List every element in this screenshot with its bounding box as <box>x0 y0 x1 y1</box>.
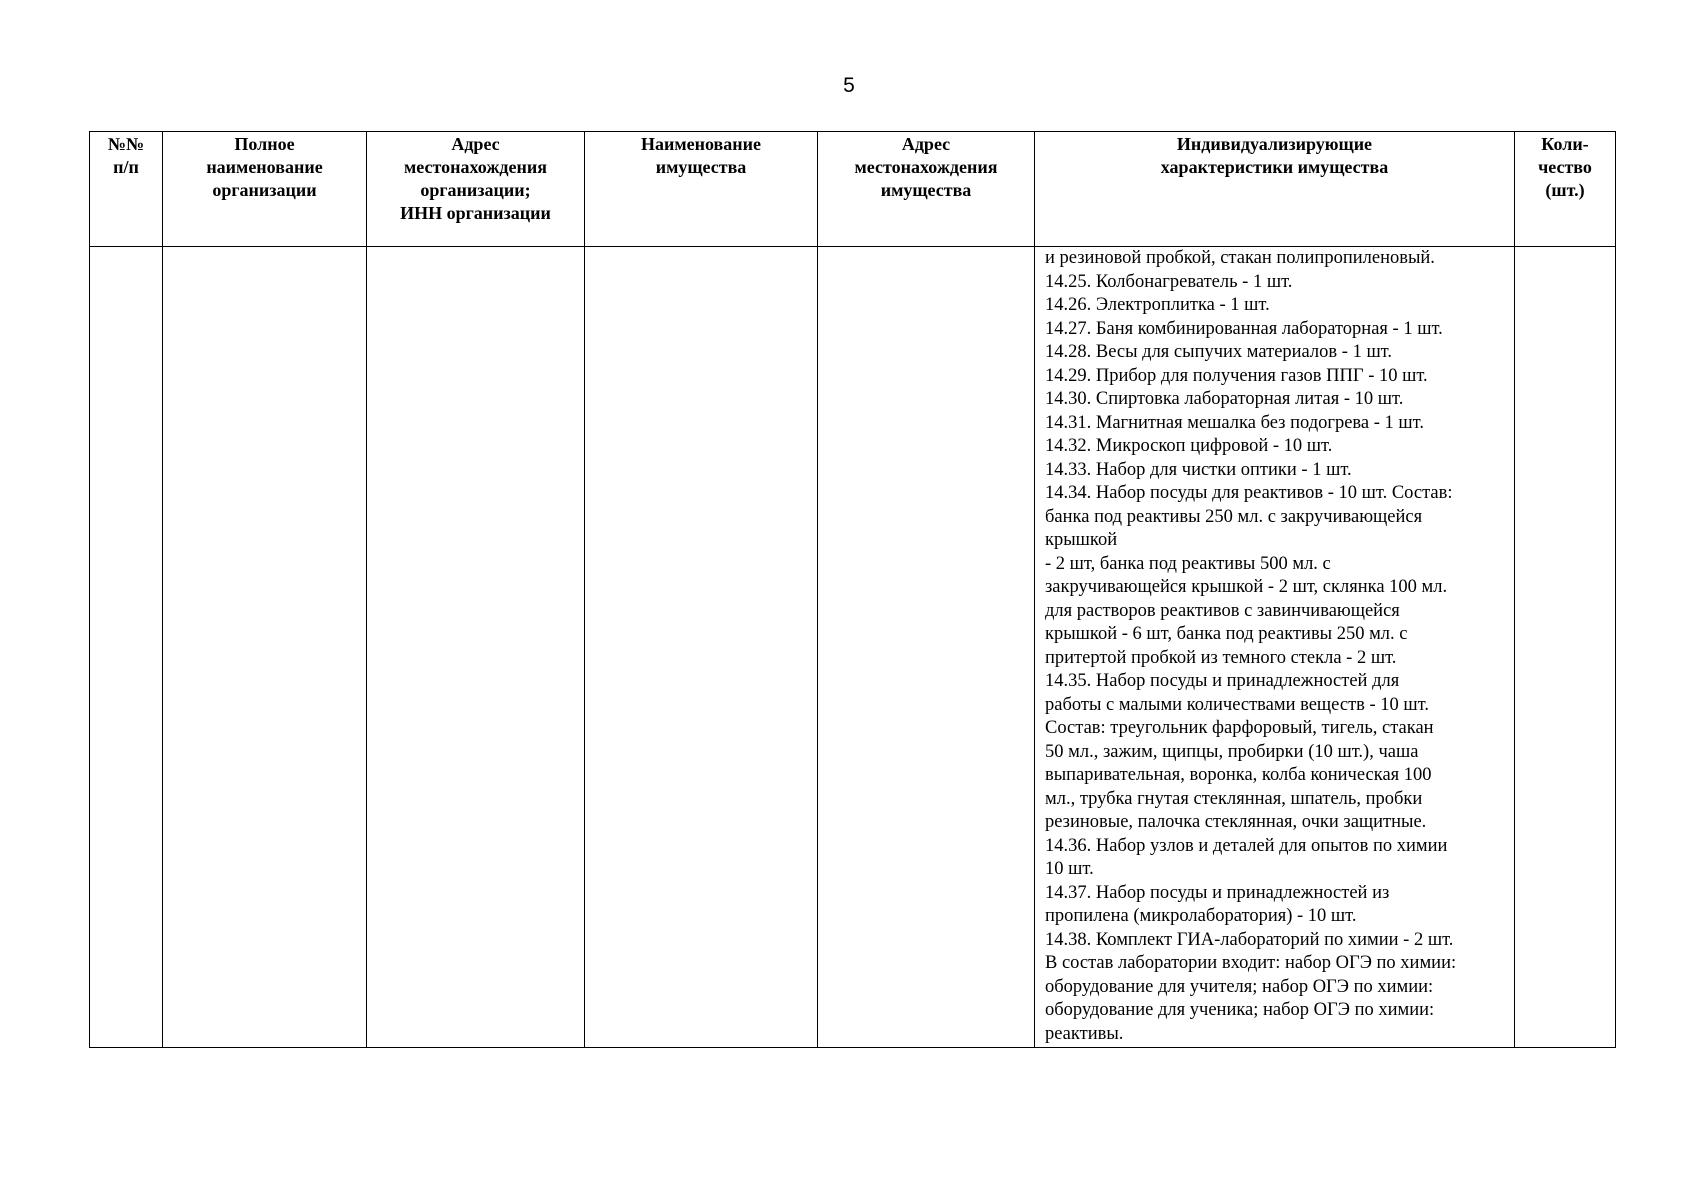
characteristics-line: 50 мл., зажим, щипцы, пробирки (10 шт.), чаша <box>1045 741 1419 762</box>
header-property-name-line: Наименование <box>641 134 761 154</box>
header-org-address-line: ИНН организации <box>400 203 551 223</box>
characteristics-line: 14.30. Спиртовка лабораторная литая - 10 шт. <box>1045 389 1404 409</box>
header-quantity-line: (шт.) <box>1545 180 1585 200</box>
header-quantity <box>1515 132 1616 247</box>
characteristics-line: 14.25. Колбонагреватель - 1 шт. <box>1045 271 1293 292</box>
header-org-name-line: наименование <box>206 157 323 177</box>
characteristics-line: 14.35. Набор посуды и принадлежностей для <box>1045 671 1400 691</box>
header-org-name-line: организации <box>212 180 317 200</box>
header-property-name-line: имущества <box>655 157 747 177</box>
characteristics-line: резиновые, палочка стеклянная, очки защитные. <box>1045 812 1427 832</box>
characteristics-line: банка под реактивы 250 мл. с закручивающейся <box>1045 506 1423 527</box>
characteristics-line: оборудование для ученика; набор ОГЭ по химии: <box>1045 1000 1435 1020</box>
characteristics-line: пропилена (микролаборатория) - 10 шт. <box>1045 906 1357 926</box>
table-header-row <box>90 132 1616 247</box>
characteristics-line: 14.29. Прибор для получения газов ППГ - 10 шт. <box>1045 365 1428 386</box>
characteristics-line: 14.27. Баня комбинированная лабораторная - 1 шт. <box>1045 318 1443 339</box>
characteristics-line: 14.36. Набор узлов и деталей для опытов по химии <box>1045 835 1448 856</box>
characteristics-line: Состав: треугольник фарфоровый, тигель, стакан <box>1045 718 1434 738</box>
header-org-address-line: организации; <box>420 180 531 200</box>
characteristics-line: 10 шт. <box>1045 859 1094 879</box>
table-row <box>90 247 1616 1048</box>
cell-org-name <box>163 247 367 1048</box>
property-table <box>89 131 1616 1048</box>
header-characteristics-line: характеристики имущества <box>1160 157 1389 177</box>
header-property-address-line: Адрес <box>901 134 951 154</box>
header-org-address-line: Адрес <box>451 134 500 154</box>
characteristics-line: крышкой <box>1045 530 1118 550</box>
header-org-address <box>367 132 585 247</box>
header-num-line: №№ <box>107 134 145 154</box>
characteristics-line: 14.33. Набор для чистки оптики - 1 шт. <box>1045 459 1352 480</box>
header-quantity-line: чество <box>1538 157 1592 177</box>
characteristics-line: притертой пробкой из темного стекла - 2 шт. <box>1045 647 1397 668</box>
header-org-name-line: Полное <box>234 134 295 154</box>
characteristics-line: 14.38. Комплект ГИА-лабораторий по химии - 2 шт. <box>1045 929 1454 950</box>
cell-characteristics <box>1035 247 1515 1048</box>
header-org-name <box>163 132 367 247</box>
characteristics-line: 14.34. Набор посуды для реактивов - 10 шт. Состав: <box>1045 483 1453 503</box>
header-quantity-line: Коли- <box>1541 134 1589 154</box>
characteristics-line: 14.37. Набор посуды и принадлежностей из <box>1045 882 1390 903</box>
characteristics-line: выпаривательная, воронка, колба коническая 100 <box>1045 765 1432 785</box>
characteristics-line: - 2 шт, банка под реактивы 500 мл. с <box>1045 553 1331 574</box>
header-characteristics-line: Индивидуализирующие <box>1176 134 1373 154</box>
characteristics-line: мл., трубка гнутая стеклянная, шпатель, пробки <box>1045 788 1423 809</box>
cell-property-address <box>818 247 1035 1048</box>
characteristics-line: и резиновой пробкой, стакан полипропиленовый. <box>1045 248 1435 268</box>
characteristics-line: работы с малыми количествами веществ - 10 шт. <box>1045 694 1429 715</box>
characteristics-line: 14.26. Электроплитка - 1 шт. <box>1045 295 1270 315</box>
characteristics-line: для растворов реактивов с завинчивающейся <box>1045 600 1400 621</box>
header-property-name <box>585 132 818 247</box>
cell-property-name <box>585 247 818 1048</box>
characteristics-line: реактивы. <box>1045 1023 1124 1044</box>
characteristics-line: 14.32. Микроскоп цифровой - 10 шт. <box>1045 436 1333 456</box>
cell-org-address <box>367 247 585 1048</box>
cell-num <box>90 247 163 1048</box>
header-org-address-line: местонахождения <box>404 157 547 177</box>
page-number: 5 <box>843 74 855 97</box>
header-property-address <box>818 132 1035 247</box>
cell-quantity <box>1515 247 1616 1048</box>
characteristics-line: В состав лаборатории входит: набор ОГЭ по химии: <box>1045 953 1457 973</box>
header-property-address-line: имущества <box>880 180 972 200</box>
header-num <box>90 132 163 247</box>
characteristics-line: оборудование для учителя; набор ОГЭ по химии: <box>1045 976 1434 997</box>
header-num-line: п/п <box>113 157 139 177</box>
characteristics-line: закручивающейся крышкой - 2 шт, склянка 100 мл. <box>1045 577 1448 597</box>
characteristics-line: 14.28. Весы для сыпучих материалов - 1 шт. <box>1045 342 1393 362</box>
header-characteristics <box>1035 132 1515 247</box>
characteristics-line: крышкой - 6 шт, банка под реактивы 250 мл. с <box>1045 624 1408 644</box>
characteristics-line: 14.31. Магнитная мешалка без подогрева - 1 шт. <box>1045 412 1424 433</box>
header-property-address-line: местонахождения <box>854 157 998 177</box>
